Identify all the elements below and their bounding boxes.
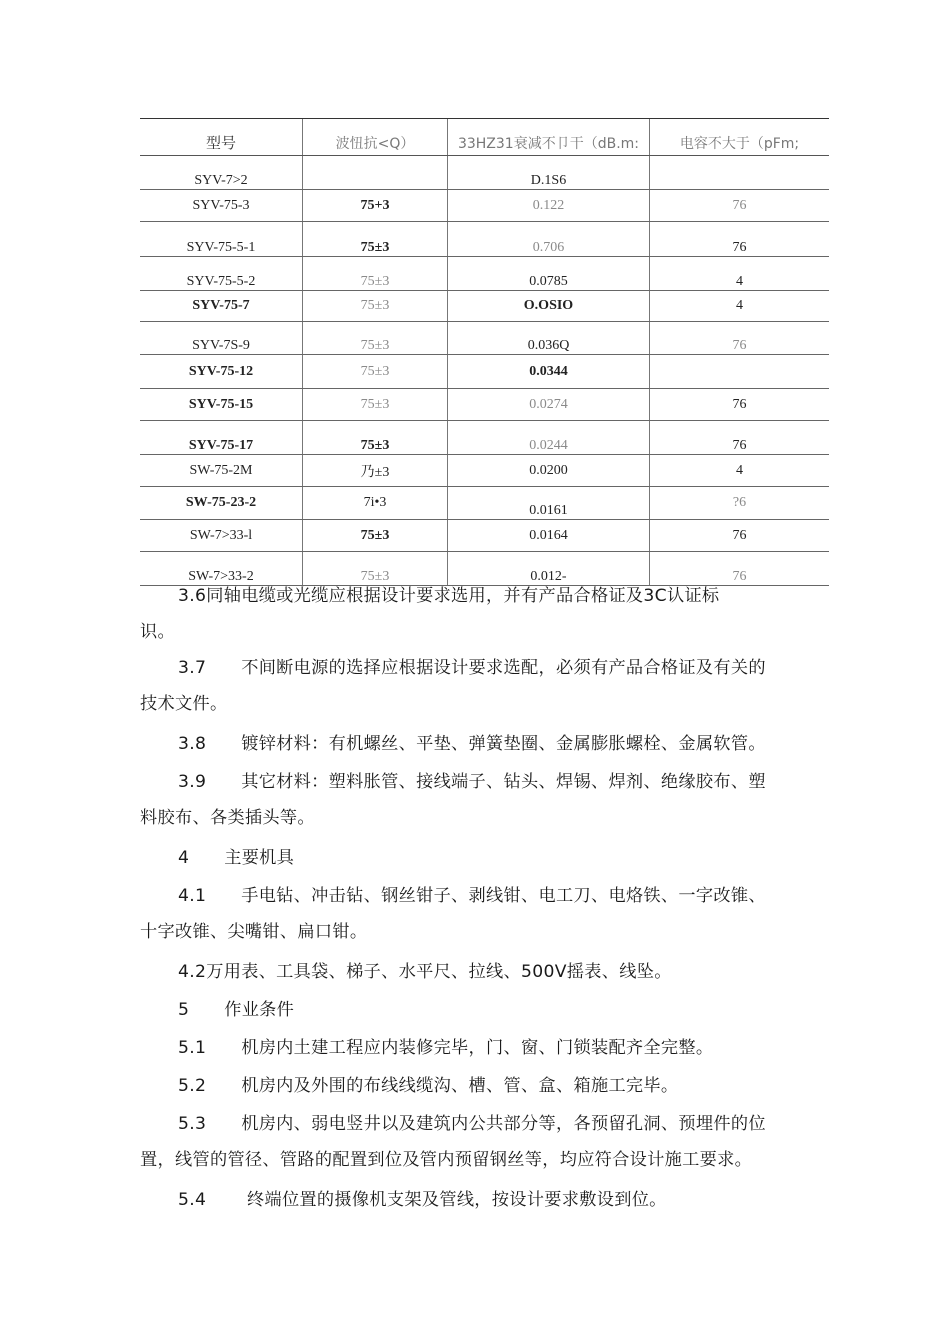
cell-model: SYV-75-7 xyxy=(140,291,303,322)
paragraph-3-9 xyxy=(140,764,830,836)
cell-capacitance: 76 xyxy=(650,222,830,257)
cell-attenuation: 0.0785 xyxy=(448,257,650,291)
heading-4 xyxy=(140,840,830,876)
cell-impedance: 75±3 xyxy=(303,355,448,389)
header-attenuation: 33HZ31衰减不卩干（dB.m: xyxy=(448,119,650,156)
paragraph-line: 3.6同轴电缆或光缆应根据设计要求选用，并有产品合格证及3C认证标 xyxy=(178,586,720,606)
cell-capacitance: 76 xyxy=(650,552,830,586)
cell-capacitance: 76 xyxy=(650,322,830,355)
paragraph-line: 5.3 机房内、弱电竖井以及建筑内公共部分等，各预留孔洞、预埋件的位 xyxy=(178,1114,766,1134)
paragraph-line: 3.9 其它材料：塑料胀管、接线端子、钻头、焊锡、焊剂、绝缘胶布、塑 xyxy=(178,772,766,792)
cell-impedance: 75±3 xyxy=(303,552,448,586)
paragraph-line: 5.2 机房内及外围的布线线缆沟、槽、管、盒、箱施工完毕。 xyxy=(178,1076,679,1096)
cell-impedance: 75+3 xyxy=(303,190,448,222)
cell-impedance xyxy=(303,156,448,190)
cell-capacitance: 76 xyxy=(650,421,830,455)
paragraph-line: 3.8 镀锌材料：有机螺丝、平垫、弹簧垫圈、金属膨胀螺栓、金属软管。 xyxy=(178,734,766,754)
cell-attenuation: 0.036Q xyxy=(448,322,650,355)
heading-5 xyxy=(140,992,830,1028)
cell-capacitance xyxy=(650,156,830,190)
paragraph-5-1 xyxy=(140,1030,830,1066)
cell-attenuation: 0.706 xyxy=(448,222,650,257)
cell-model: SYV-7>2 xyxy=(140,156,303,190)
paragraph-line: 十字改锥、尖嘴钳、扁口钳。 xyxy=(140,922,368,942)
cell-impedance: 75±3 xyxy=(303,322,448,355)
cell-model: SW-7>33-2 xyxy=(140,552,303,586)
table-row xyxy=(140,190,829,222)
cell-attenuation: 0.0200 xyxy=(448,455,650,487)
table-row xyxy=(140,156,829,190)
paragraph-3-6 xyxy=(140,578,830,650)
cell-capacitance: 4 xyxy=(650,291,830,322)
paragraph-4-2 xyxy=(140,954,830,990)
table-row xyxy=(140,322,829,355)
cell-attenuation: 0.0164 xyxy=(448,520,650,552)
cell-model: SYV-7S-9 xyxy=(140,322,303,355)
cell-model: SW-7>33-l xyxy=(140,520,303,552)
cell-impedance: 乃±3 xyxy=(303,455,448,487)
cell-attenuation: 0.0161 xyxy=(448,487,650,520)
paragraph-line: 技术文件。 xyxy=(140,694,228,714)
paragraph-line: 料胶布、各类插头等。 xyxy=(140,808,315,828)
header-model: 型号 xyxy=(140,119,303,156)
section-heading: 4 主要机具 xyxy=(178,848,295,868)
cell-model: SW-75-23-2 xyxy=(140,487,303,520)
cell-attenuation: D.1S6 xyxy=(448,156,650,190)
paragraph-5-2 xyxy=(140,1068,830,1104)
table-row xyxy=(140,520,829,552)
cell-attenuation: O.OSIO xyxy=(448,291,650,322)
cell-capacitance: 4 xyxy=(650,257,830,291)
table-row xyxy=(140,355,829,389)
paragraph-line: 识。 xyxy=(140,622,175,642)
cable-spec-table xyxy=(140,118,829,586)
table-row xyxy=(140,389,829,421)
cell-impedance: 75±3 xyxy=(303,257,448,291)
cell-model: SYV-75-15 xyxy=(140,389,303,421)
cell-attenuation: 0.122 xyxy=(448,190,650,222)
cable-spec-table-wrap xyxy=(140,118,826,586)
cell-model: SYV-75-12 xyxy=(140,355,303,389)
table-row xyxy=(140,257,829,291)
cell-impedance: 75±3 xyxy=(303,222,448,257)
cell-capacitance: 76 xyxy=(650,389,830,421)
cell-impedance: 75±3 xyxy=(303,291,448,322)
paragraph-line: 4.2万用表、工具袋、梯子、水平尺、拉线、500V摇表、线坠。 xyxy=(178,962,672,982)
table-row xyxy=(140,455,829,487)
cell-capacitance: 76 xyxy=(650,520,830,552)
cell-capacitance: ?6 xyxy=(650,487,830,520)
paragraph-5-3 xyxy=(140,1106,830,1178)
paragraph-line: 5.4 终端位置的摄像机支架及管线，按设计要求敷设到位。 xyxy=(178,1190,667,1210)
cell-capacitance xyxy=(650,355,830,389)
cell-attenuation: 0.0344 xyxy=(448,355,650,389)
cell-model: SYV-75-5-1 xyxy=(140,222,303,257)
cell-attenuation: 0.012- xyxy=(448,552,650,586)
cell-impedance: 75±3 xyxy=(303,421,448,455)
paragraph-3-7 xyxy=(140,650,830,722)
paragraph-3-8 xyxy=(140,726,830,762)
header-impedance: 波忸抗<Q） xyxy=(303,119,448,156)
table-row xyxy=(140,487,829,520)
table-row xyxy=(140,421,829,455)
table-row xyxy=(140,291,829,322)
cell-capacitance: 4 xyxy=(650,455,830,487)
cell-model: SYV-75-17 xyxy=(140,421,303,455)
cell-capacitance: 76 xyxy=(650,190,830,222)
paragraph-4-1 xyxy=(140,878,830,950)
table-header-row xyxy=(140,119,829,156)
cell-model: SW-75-2M xyxy=(140,455,303,487)
cell-model: SYV-75-3 xyxy=(140,190,303,222)
paragraph-line: 3.7 不间断电源的选择应根据设计要求选配，必须有产品合格证及有关的 xyxy=(178,658,766,678)
cell-model: SYV-75-5-2 xyxy=(140,257,303,291)
section-heading: 5 作业条件 xyxy=(178,1000,295,1020)
header-capacitance: 电容不大于（pFm; xyxy=(650,119,830,156)
paragraph-line: 置，线管的管径、管路的配置到位及管内预留钢丝等，均应符合设计施工要求。 xyxy=(140,1150,753,1170)
cell-impedance: 75±3 xyxy=(303,389,448,421)
paragraph-line: 5.1 机房内土建工程应内装修完毕，门、窗、门锁装配齐全完整。 xyxy=(178,1038,714,1058)
cell-attenuation: 0.0244 xyxy=(448,421,650,455)
paragraph-line: 4.1 手电钻、冲击钻、钢丝钳子、剥线钳、电工刀、电烙铁、一字改锥、 xyxy=(178,886,766,906)
paragraph-5-4 xyxy=(140,1182,830,1218)
cell-attenuation: 0.0274 xyxy=(448,389,650,421)
table-row xyxy=(140,222,829,257)
cell-impedance: 7i•3 xyxy=(303,487,448,520)
cell-impedance: 75±3 xyxy=(303,520,448,552)
